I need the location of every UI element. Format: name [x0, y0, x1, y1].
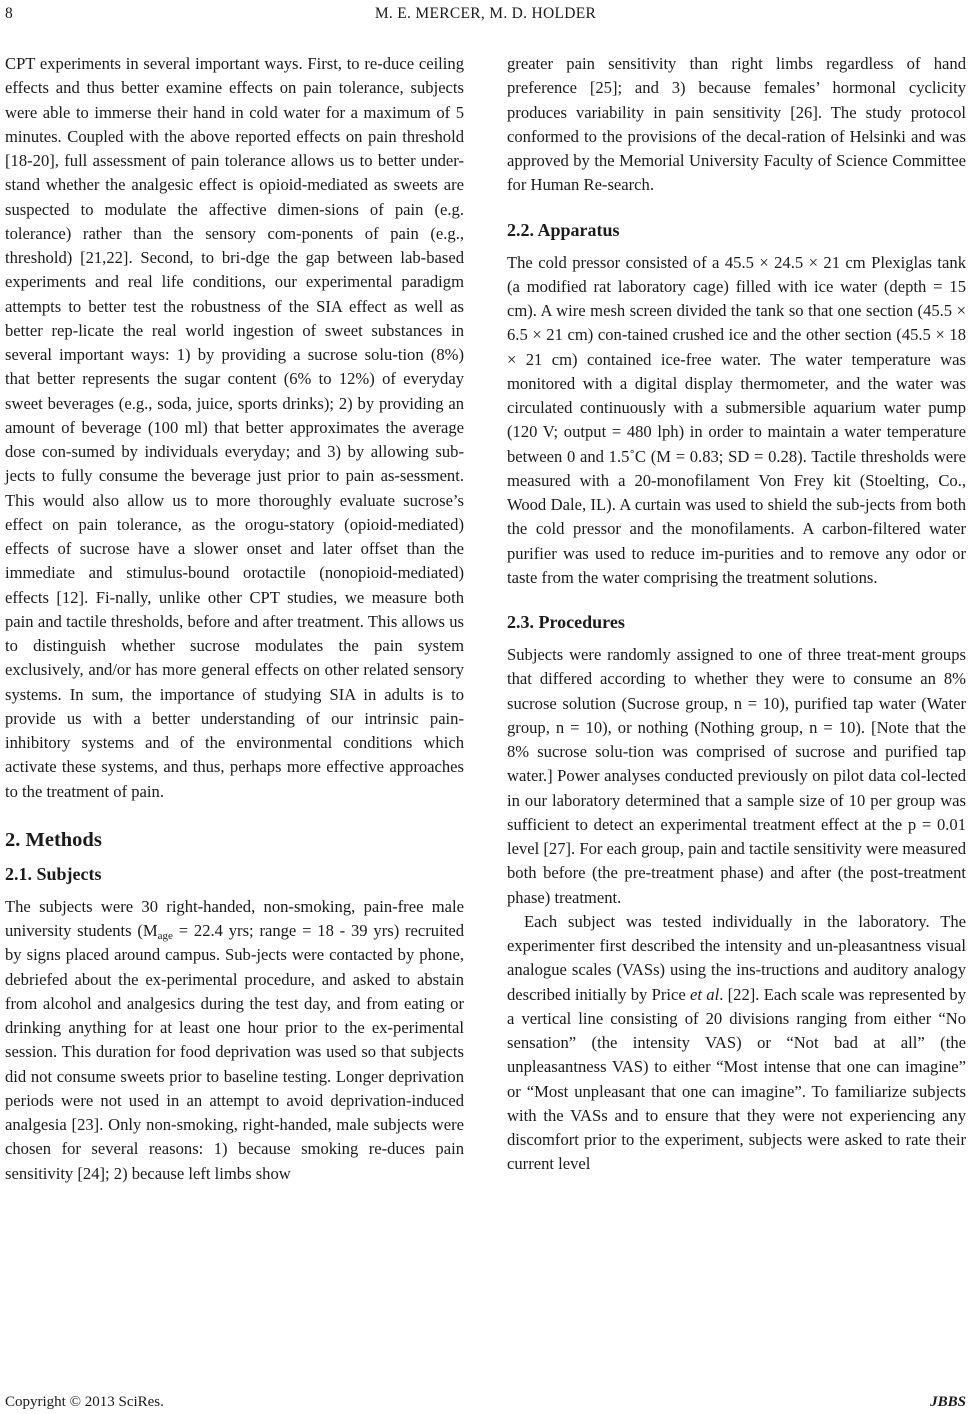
subjects-paragraph	[5, 895, 464, 1186]
subjects-subscript: age	[157, 930, 173, 942]
subjects-heading: 2.1. Subjects	[5, 863, 102, 884]
apparatus-paragraph: The cold pressor consisted of a 45.5 × 24.5 × 21 cm Plexiglas tank (a modified rat laboratory cage) filled with ice water (depth = 15 cm). A wire mesh screen divided the tank so that one section (45.5 × 6.5 × 21 cm) con-tained crushed ice and the other section (45.5 × 18 × 21 cm) contained ice-free water. The water temperature was monitored with a digital display thermometer, and the water was circulated continuously with a submersible aquarium water pump (120 V; output = 480 lph) in order to maintain a water temperature between 0 and 1.5˚C (M = 0.83; SD = 0.28). Tactile thresholds were measured with a 20-monofilament Von Frey kit (Stoelting, Co., Wood Dale, IL). A curtain was used to shield the sub-jects from both the cold pressor and the monofilaments. A carbon-filtered water purifier was used to reduce im-purities and to remove any odor or taste from the water comprising the treatment solutions.	[507, 252, 966, 587]
journal-abbreviation: JBBS	[930, 1394, 966, 1410]
page-number: 8	[5, 5, 13, 22]
left-column	[5, 52, 464, 1186]
procedures-p2-text-part1: Each subject was tested individually in the laboratory. The experimenter first described the intensity and un-pleasantness visual analogue scales (VASs) using the ins-tructions and auditory analogy described initially by Price	[507, 911, 966, 1004]
procedures-paragraph-1: Subjects were randomly assigned to one of three treat-ment groups that differed according to whether they were to consume an 8% sucrose solution (Sucrose group, n = 10), purified tap water (Water group, n = 10), or nothing (Nothing group, n = 10). [Note that the 8% sucrose solu-tion was comprised of sucrose and purified tap water.] Power analyses conducted previously on pilot data col-lected in our laboratory determined that a sample size of 10 per group was sufficient to detect an experimental treatment effect at the p = 0.01 level [27]. For each group, pain and tactile sensitivity were measured both before (the pre-treatment phase) and after (the post-treatment phase) treatment.	[507, 645, 966, 907]
page-footer	[0, 1392, 971, 1412]
procedures-paragraph-2	[507, 910, 966, 1177]
page-header	[0, 3, 971, 25]
subjects-continued-paragraph: greater pain sensitivity than right limbs regardless of hand preference [25]; and 3) because females’ hormonal cyclicity produces variability in pain sensitivity [26]. The study protocol conformed to the provisions of the decal-ration of Helsinki and was approved by the Memorial University Faculty of Science Committee for Human Re-search.	[507, 54, 966, 195]
apparatus-heading: 2.2. Apparatus	[507, 219, 620, 240]
copyright-notice: Copyright © 2013 SciRes.	[5, 1394, 164, 1410]
right-column	[507, 52, 966, 1177]
running-title: M. E. MERCER, M. D. HOLDER	[374, 5, 597, 22]
procedures-heading: 2.3. Procedures	[507, 612, 625, 632]
intro-paragraph: CPT experiments in several important ways. First, to re-duce ceiling effects and thus better examine effects on pain tolerance, subjects were able to immerse their hand in cold water for a maximum of 5 minutes. Coupled with the above reported effects on pain threshold [18-20], full assessment of pain tolerance allows us to better under-stand whether the analgesic effect is opioid-mediated as sweets are suspected to modulate the affective dimen-sions of pain (e.g. tolerance) rather than the sensory com-ponents of pain (e.g., threshold) [21,22]. Second, to bri-dge the gap between lab-based experiments and real life conditions, our experimental paradigm attempts to better test the robustness of the SIA effect as well as better rep-licate the real world ingestion of sweet substances in several important ways: 1) by providing a sucrose solu-tion (8%) that better represents the sugar content (6% to 12%) of everyday sweet beverages (e.g., soda, juice, sports drinks); 2) by providing an amount of beverage (100 ml) that better approximates the average dose con-sumed by individuals everyday; and 3) by allowing sub-jects to fully consume the beverage just prior to pain as-sessment. This would also allow us to more thoroughly evaluate sucrose’s effect on pain tolerance, as the orogu-statory (opioid-mediated) effects of sucrose have a slower onset and later offset than the immediate and stimulus-bound orotactile (nonopioid-mediated) effects [12]. Fi-nally, unlike other CPT studies, we measure both pain and tactile thresholds, before and after treatment. This allows us to distinguish whether sucrose modulates the pain system exclusively, and/or has more general effects on other related sensory systems. In sum, the importance of studying SIA in adults is to provide us with a better understanding of our intrinsic pain-inhibitory systems and of the environmental conditions which activate these systems, and thus, perhaps more effective approaches to the treatment of pain.	[5, 54, 464, 801]
subjects-text-part1: The subjects were 30 right-handed, non-smoking, pain-free male university students (M	[5, 896, 464, 940]
subjects-text-part2: = 22.4 yrs; range = 18 - 39 yrs) recruited by signs placed around campus. Sub-jects were contacted by phone, debriefed about the ex-perimental procedure, and asked to abstain from alcohol and analgesics during the test day, and from eating or drinking anything for at least one hour prior to the ex-perimental session. This duration for food deprivation was used so that subjects did not consume sweets prior to baseline testing. Longer deprivation periods were not used in an attempt to avoid deprivation-induced analgesia [23]. Only non-smoking, right-handed, male subjects were chosen for several reasons: 1) because smoking re-duces pain sensitivity [24]; 2) because left limbs show	[5, 921, 464, 1183]
methods-heading: 2. Methods	[5, 828, 102, 851]
procedures-p2-italic: et al	[690, 984, 720, 1004]
procedures-p2-text-part2: . [22]. Each scale was represented by a vertical line consisting of 20 divisions ranging from either “No sensation” (the intensity VAS) or “Not bad at all” (the unpleasantness VAS) to either “Most intense that one can imagine” or “Most unpleasant that one can imagine”. To familiarize subjects with the VASs and to ensure that they were not experiencing any discomfort prior to the experiment, subjects were asked to rate their current level	[507, 984, 967, 1174]
